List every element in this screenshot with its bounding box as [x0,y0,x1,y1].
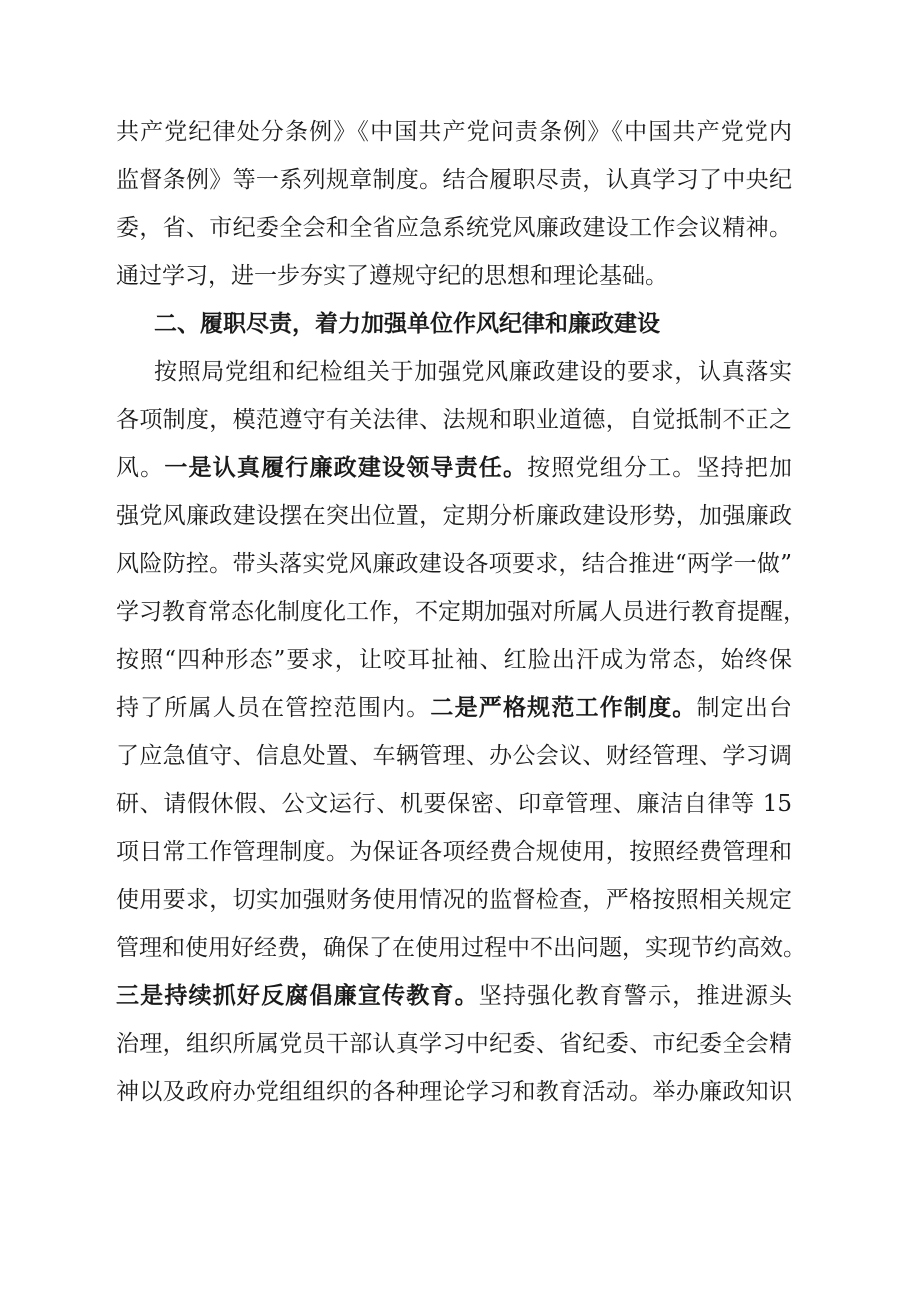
text-run: 按照“四种形态”要求，让咬耳扯袖、红脸出汗成为常态，始终保 [116,647,792,673]
text-line [116,492,792,540]
text-line [116,444,792,492]
text-line [116,636,792,684]
text-line [116,1068,792,1116]
text-run: 共产党纪律处分条例》《中国共产党问责条例》《中国共产党党内 [116,119,792,145]
text-line [116,972,792,1020]
text-run: 了应急值守、信息处置、车辆管理、办公会议、财经管理、学习调 [116,743,792,769]
bold-text-run: 三是持续抓好反腐倡廉宣传教育。 [116,983,479,1009]
text-line [116,828,792,876]
text-run: 按照党组分工。坚持把加 [527,455,793,481]
text-run: 制定出台 [696,695,793,721]
text-run: 委，省、市纪委全会和全省应急系统党风廉政建设工作会议精神。 [116,215,792,241]
text-run: 研、请假休假、公文运行、机要保密、印章管理、廉洁自律等 15 [116,791,792,817]
text-line [116,156,792,204]
text-line [116,252,792,300]
text-run: 治理，组织所属党员干部认真学习中纪委、省纪委、市纪委全会精 [116,1031,792,1057]
bold-text-run: 二是严格规范工作制度。 [430,695,697,721]
text-line [116,732,792,780]
text-run: 按照局党组和纪检组关于加强党风廉政建设的要求，认真落实 [154,359,792,385]
text-line [116,540,792,588]
text-line [116,780,792,828]
section-heading [116,300,792,348]
text-line [116,108,792,156]
text-line [116,924,806,972]
text-line [116,876,792,924]
text-run: 强党风廉政建设摆在突出位置，定期分析廉政建设形势，加强廉政 [116,503,792,529]
text-line [116,348,792,396]
text-run: 坚持强化教育警示，推进源头 [478,983,793,1009]
bold-text-run: 二、履职尽责，着力加强单位作风纪律和廉政建设 [154,311,660,337]
text-run: 通过学习，进一步夯实了遵规守纪的思想和理论基础。 [116,263,668,289]
text-run: 神以及政府办党组组织的各种理论学习和教育活动。举办廉政知识 [116,1079,792,1105]
text-run: 监督条例》等一系列规章制度。结合履职尽责，认真学习了中央纪 [116,167,792,193]
text-run: 项日常工作管理制度。为保证各项经费合规使用，按照经费管理和 [116,839,792,865]
text-run: 风。 [116,455,165,481]
document-body [116,108,806,1116]
text-line [116,396,792,444]
text-line [116,588,806,636]
text-run: 使用要求，切实加强财务使用情况的监督检查，严格按照相关规定 [116,887,792,913]
bold-text-run: 一是认真履行廉政建设领导责任。 [164,455,528,481]
text-line [116,684,792,732]
text-run: 各项制度，模范遵守有关法律、法规和职业道德，自觉抵制不正之 [116,407,792,433]
text-line [116,204,792,252]
text-run: 风险防控。带头落实党风廉政建设各项要求，结合推进“两学一做” [116,551,792,577]
text-run: 管理和使用好经费，确保了在使用过程中不出问题，实现节约高效。 [116,935,806,961]
text-run: 学习教育常态化制度化工作，不定期加强对所属人员进行教育提醒， [116,599,806,625]
text-run: 持了所属人员在管控范围内。 [116,695,431,721]
text-line [116,1020,792,1068]
